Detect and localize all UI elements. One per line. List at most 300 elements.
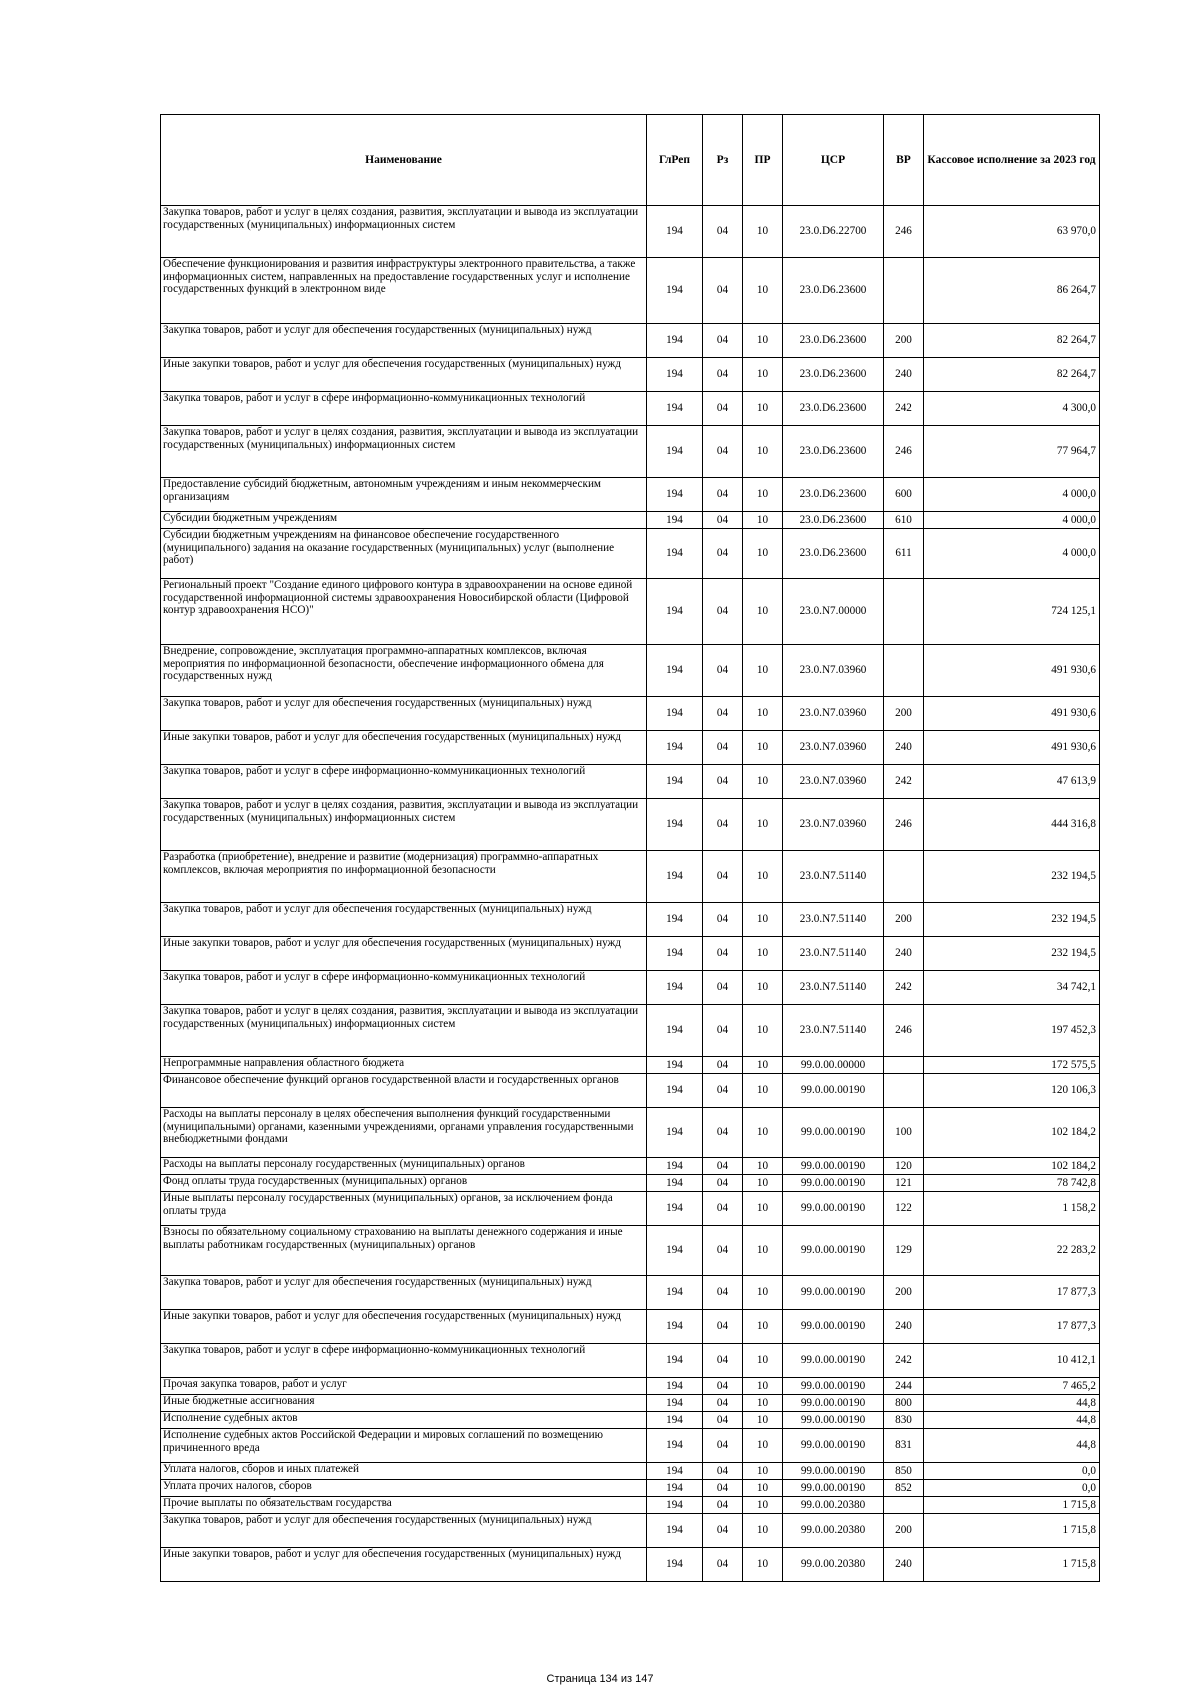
header-rz: Рз: [703, 115, 743, 206]
cell-name: Фонд оплаты труда государственных (муниципальных) органов: [161, 1175, 647, 1192]
page-number: Страница 134 из 147: [546, 1673, 654, 1685]
table-row: [161, 324, 1100, 358]
table-row: [161, 478, 1100, 512]
cell-rz: 04: [703, 1395, 743, 1412]
cell-pr: 10: [743, 1005, 783, 1057]
cell-pr: 10: [743, 799, 783, 851]
cell-amount: 78 742,8: [924, 1175, 1100, 1192]
cell-rz: 04: [703, 799, 743, 851]
cell-rz: 04: [703, 529, 743, 579]
table-row: [161, 799, 1100, 851]
cell-rz: 04: [703, 358, 743, 392]
cell-rz: 04: [703, 478, 743, 512]
cell-glrep: 194: [647, 1310, 703, 1344]
cell-amount: 724 125,1: [924, 579, 1100, 645]
cell-amount: 10 412,1: [924, 1344, 1100, 1378]
cell-pr: 10: [743, 1158, 783, 1175]
cell-name: Закупка товаров, работ и услуг в целях создания, развития, эксплуатации и вывода из эксплуатации государственных (муниципальных) информационных систем: [161, 1005, 647, 1057]
cell-rz: 04: [703, 1480, 743, 1497]
cell-csr: 99.0.00.20380: [783, 1514, 884, 1548]
cell-pr: 10: [743, 258, 783, 324]
cell-rz: 04: [703, 1412, 743, 1429]
cell-rz: 04: [703, 1226, 743, 1276]
cell-rz: 04: [703, 512, 743, 529]
cell-name: Закупка товаров, работ и услуг в сфере информационно-коммуникационных технологий: [161, 765, 647, 799]
cell-csr: 23.0.N7.03960: [783, 645, 884, 697]
table-row: [161, 937, 1100, 971]
cell-amount: 4 300,0: [924, 392, 1100, 426]
cell-rz: 04: [703, 1310, 743, 1344]
cell-name: Разработка (приобретение), внедрение и развитие (модернизация) программно-аппаратных комплексов, включая мероприятия по информационной безопасности: [161, 851, 647, 903]
cell-csr: 99.0.00.00190: [783, 1226, 884, 1276]
cell-pr: 10: [743, 392, 783, 426]
table-row: [161, 1310, 1100, 1344]
header-pr: ПР: [743, 115, 783, 206]
cell-csr: 23.0.N7.51140: [783, 1005, 884, 1057]
cell-rz: 04: [703, 1158, 743, 1175]
cell-name: Закупка товаров, работ и услуг в целях создания, развития, эксплуатации и вывода из эксплуатации государственных (муниципальных) информационных систем: [161, 206, 647, 258]
cell-amount: 22 283,2: [924, 1226, 1100, 1276]
table-row: [161, 1378, 1100, 1395]
cell-vr: 121: [884, 1175, 924, 1192]
cell-name: Иные закупки товаров, работ и услуг для обеспечения государственных (муниципальных) нужд: [161, 731, 647, 765]
cell-amount: 77 964,7: [924, 426, 1100, 478]
cell-vr: [884, 1497, 924, 1514]
cell-amount: 172 575,5: [924, 1057, 1100, 1074]
cell-glrep: 194: [647, 1192, 703, 1226]
cell-pr: 10: [743, 971, 783, 1005]
cell-amount: 4 000,0: [924, 512, 1100, 529]
cell-rz: 04: [703, 765, 743, 799]
cell-pr: 10: [743, 903, 783, 937]
cell-csr: 99.0.00.00190: [783, 1480, 884, 1497]
cell-glrep: 194: [647, 937, 703, 971]
cell-csr: 99.0.00.00190: [783, 1074, 884, 1108]
cell-amount: 491 930,6: [924, 697, 1100, 731]
cell-vr: 129: [884, 1226, 924, 1276]
cell-amount: 491 930,6: [924, 731, 1100, 765]
cell-glrep: 194: [647, 1514, 703, 1548]
cell-rz: 04: [703, 697, 743, 731]
cell-rz: 04: [703, 324, 743, 358]
cell-name: Закупка товаров, работ и услуг в сфере информационно-коммуникационных технологий: [161, 392, 647, 426]
cell-name: Закупка товаров, работ и услуг для обеспечения государственных (муниципальных) нужд: [161, 697, 647, 731]
cell-glrep: 194: [647, 1497, 703, 1514]
cell-glrep: 194: [647, 971, 703, 1005]
cell-glrep: 194: [647, 258, 703, 324]
cell-name: Закупка товаров, работ и услуг для обеспечения государственных (муниципальных) нужд: [161, 903, 647, 937]
table-row: [161, 1005, 1100, 1057]
cell-csr: 99.0.00.00190: [783, 1108, 884, 1158]
table-row: [161, 1158, 1100, 1175]
cell-csr: 23.0.N7.03960: [783, 697, 884, 731]
cell-glrep: 194: [647, 324, 703, 358]
cell-csr: 99.0.00.00190: [783, 1192, 884, 1226]
cell-glrep: 194: [647, 512, 703, 529]
cell-name: Закупка товаров, работ и услуг для обеспечения государственных (муниципальных) нужд: [161, 324, 647, 358]
cell-name: Прочая закупка товаров, работ и услуг: [161, 1378, 647, 1395]
table-row: [161, 529, 1100, 579]
cell-amount: 444 316,8: [924, 799, 1100, 851]
cell-csr: 23.0.N7.03960: [783, 799, 884, 851]
cell-pr: 10: [743, 206, 783, 258]
cell-pr: 10: [743, 697, 783, 731]
cell-csr: 99.0.00.00190: [783, 1175, 884, 1192]
table-row: [161, 1412, 1100, 1429]
cell-vr: 120: [884, 1158, 924, 1175]
cell-name: Субсидии бюджетным учреждениям на финансовое обеспечение государственного (муниципального) задания на оказание государственных (муниципальных) услуг (выполнение работ): [161, 529, 647, 579]
table-row: [161, 1175, 1100, 1192]
cell-vr: 246: [884, 426, 924, 478]
cell-csr: 23.0.D6.23600: [783, 512, 884, 529]
cell-glrep: 194: [647, 1344, 703, 1378]
cell-pr: 10: [743, 1463, 783, 1480]
budget-table: [160, 114, 1100, 1582]
cell-glrep: 194: [647, 1276, 703, 1310]
table-row: [161, 1276, 1100, 1310]
cell-amount: 4 000,0: [924, 478, 1100, 512]
cell-glrep: 194: [647, 1395, 703, 1412]
cell-csr: 23.0.D6.23600: [783, 324, 884, 358]
cell-vr: 200: [884, 697, 924, 731]
cell-vr: 200: [884, 324, 924, 358]
cell-vr: [884, 645, 924, 697]
cell-csr: 99.0.00.00190: [783, 1276, 884, 1310]
cell-amount: 44,8: [924, 1412, 1100, 1429]
cell-glrep: 194: [647, 1074, 703, 1108]
cell-csr: 23.0.N7.03960: [783, 765, 884, 799]
table-row: [161, 1514, 1100, 1548]
cell-amount: 102 184,2: [924, 1108, 1100, 1158]
cell-pr: 10: [743, 1175, 783, 1192]
cell-vr: 600: [884, 478, 924, 512]
cell-glrep: 194: [647, 903, 703, 937]
cell-rz: 04: [703, 1514, 743, 1548]
cell-rz: 04: [703, 851, 743, 903]
table-row: [161, 1497, 1100, 1514]
cell-name: Предоставление субсидий бюджетным, автономным учреждениям и иным некоммерческим организациям: [161, 478, 647, 512]
cell-vr: [884, 1074, 924, 1108]
cell-vr: 240: [884, 1548, 924, 1582]
table-row: [161, 697, 1100, 731]
table-row: [161, 579, 1100, 645]
cell-name: Субсидии бюджетным учреждениям: [161, 512, 647, 529]
cell-pr: 10: [743, 426, 783, 478]
cell-pr: 10: [743, 1395, 783, 1412]
cell-rz: 04: [703, 206, 743, 258]
cell-pr: 10: [743, 1344, 783, 1378]
cell-csr: 99.0.00.00190: [783, 1395, 884, 1412]
header-csr: ЦСР: [783, 115, 884, 206]
cell-vr: 831: [884, 1429, 924, 1463]
cell-name: Закупка товаров, работ и услуг в целях создания, развития, эксплуатации и вывода из эксплуатации государственных (муниципальных) информационных систем: [161, 799, 647, 851]
header-name: Наименование: [161, 115, 647, 206]
cell-glrep: 194: [647, 1226, 703, 1276]
cell-pr: 10: [743, 1226, 783, 1276]
table-body: [161, 206, 1100, 1582]
cell-vr: 800: [884, 1395, 924, 1412]
cell-vr: 200: [884, 1276, 924, 1310]
cell-vr: 240: [884, 358, 924, 392]
cell-name: Исполнение судебных актов: [161, 1412, 647, 1429]
cell-rz: 04: [703, 1276, 743, 1310]
cell-csr: 23.0.N7.51140: [783, 937, 884, 971]
cell-csr: 23.0.D6.23600: [783, 258, 884, 324]
cell-pr: 10: [743, 478, 783, 512]
cell-name: Непрограммные направления областного бюджета: [161, 1057, 647, 1074]
cell-vr: 240: [884, 731, 924, 765]
cell-amount: 120 106,3: [924, 1074, 1100, 1108]
cell-glrep: 194: [647, 1480, 703, 1497]
table-row: [161, 1057, 1100, 1074]
table-row: [161, 1192, 1100, 1226]
cell-rz: 04: [703, 937, 743, 971]
cell-glrep: 194: [647, 1463, 703, 1480]
cell-rz: 04: [703, 903, 743, 937]
cell-csr: 99.0.00.20380: [783, 1497, 884, 1514]
cell-name: Внедрение, сопровождение, эксплуатация программно-аппаратных комплексов, включая мероприятия по информационной безопасности, обеспечение информационного обмена для государственных нужд: [161, 645, 647, 697]
table-row: [161, 426, 1100, 478]
cell-rz: 04: [703, 258, 743, 324]
table-row: [161, 903, 1100, 937]
cell-pr: 10: [743, 1310, 783, 1344]
cell-amount: 197 452,3: [924, 1005, 1100, 1057]
cell-name: Расходы на выплаты персоналу в целях обеспечения выполнения функций государственными (муниципальными) органами, казенными учреждениями, органами управления государственными внебюджетными фондами: [161, 1108, 647, 1158]
cell-pr: 10: [743, 1057, 783, 1074]
cell-name: Закупка товаров, работ и услуг в сфере информационно-коммуникационных технологий: [161, 971, 647, 1005]
cell-vr: 240: [884, 937, 924, 971]
cell-pr: 10: [743, 851, 783, 903]
cell-rz: 04: [703, 1192, 743, 1226]
cell-csr: 23.0.N7.51140: [783, 851, 884, 903]
cell-name: Уплата налогов, сборов и иных платежей: [161, 1463, 647, 1480]
cell-rz: 04: [703, 645, 743, 697]
cell-glrep: 194: [647, 799, 703, 851]
table-row: [161, 1548, 1100, 1582]
cell-pr: 10: [743, 645, 783, 697]
cell-amount: 1 715,8: [924, 1514, 1100, 1548]
cell-pr: 10: [743, 1497, 783, 1514]
cell-rz: 04: [703, 1108, 743, 1158]
cell-amount: 1 715,8: [924, 1548, 1100, 1582]
cell-name: Иные выплаты персоналу государственных (муниципальных) органов, за исключением фонда оплаты труда: [161, 1192, 647, 1226]
cell-amount: 1 158,2: [924, 1192, 1100, 1226]
cell-csr: 23.0.N7.00000: [783, 579, 884, 645]
cell-glrep: 194: [647, 851, 703, 903]
cell-pr: 10: [743, 1378, 783, 1395]
cell-amount: 0,0: [924, 1480, 1100, 1497]
cell-rz: 04: [703, 1057, 743, 1074]
table-row: [161, 1395, 1100, 1412]
cell-csr: 99.0.00.00190: [783, 1412, 884, 1429]
cell-csr: 99.0.00.00190: [783, 1344, 884, 1378]
table-row: [161, 206, 1100, 258]
cell-rz: 04: [703, 1175, 743, 1192]
cell-name: Иные закупки товаров, работ и услуг для обеспечения государственных (муниципальных) нужд: [161, 937, 647, 971]
cell-pr: 10: [743, 512, 783, 529]
cell-vr: 242: [884, 765, 924, 799]
cell-rz: 04: [703, 1429, 743, 1463]
cell-pr: 10: [743, 1480, 783, 1497]
table-header-row: [161, 115, 1100, 206]
table-row: [161, 851, 1100, 903]
cell-glrep: 194: [647, 697, 703, 731]
cell-rz: 04: [703, 1074, 743, 1108]
table-row: [161, 1463, 1100, 1480]
cell-vr: 611: [884, 529, 924, 579]
cell-rz: 04: [703, 1463, 743, 1480]
cell-rz: 04: [703, 1344, 743, 1378]
cell-pr: 10: [743, 1108, 783, 1158]
cell-name: Закупка товаров, работ и услуг в целях создания, развития, эксплуатации и вывода из эксплуатации государственных (муниципальных) информационных систем: [161, 426, 647, 478]
cell-csr: 99.0.00.00190: [783, 1158, 884, 1175]
cell-name: Взносы по обязательному социальному страхованию на выплаты денежного содержания и иные выплаты работникам государственных (муниципальных) органов: [161, 1226, 647, 1276]
cell-csr: 23.0.D6.23600: [783, 426, 884, 478]
cell-vr: 852: [884, 1480, 924, 1497]
cell-name: Закупка товаров, работ и услуг в сфере информационно-коммуникационных технологий: [161, 1344, 647, 1378]
cell-vr: 830: [884, 1412, 924, 1429]
cell-vr: 610: [884, 512, 924, 529]
cell-name: Исполнение судебных актов Российской Федерации и мировых соглашений по возмещению причиненного вреда: [161, 1429, 647, 1463]
cell-pr: 10: [743, 1192, 783, 1226]
cell-name: Закупка товаров, работ и услуг для обеспечения государственных (муниципальных) нужд: [161, 1276, 647, 1310]
cell-vr: 200: [884, 1514, 924, 1548]
cell-csr: 23.0.D6.23600: [783, 478, 884, 512]
cell-vr: 122: [884, 1192, 924, 1226]
cell-vr: 246: [884, 799, 924, 851]
cell-csr: 23.0.D6.23600: [783, 358, 884, 392]
cell-rz: 04: [703, 392, 743, 426]
cell-csr: 23.0.D6.23600: [783, 392, 884, 426]
table-row: [161, 1480, 1100, 1497]
cell-name: Региональный проект "Создание единого цифрового контура в здравоохранении на основе единой государственной информационной системы здравоохранения Новосибирской области (Цифровой контур здравоохранения НСО)": [161, 579, 647, 645]
cell-vr: 240: [884, 1310, 924, 1344]
cell-glrep: 194: [647, 1158, 703, 1175]
cell-glrep: 194: [647, 1378, 703, 1395]
table-row: [161, 765, 1100, 799]
cell-amount: 17 877,3: [924, 1276, 1100, 1310]
table-row: [161, 512, 1100, 529]
cell-amount: 63 970,0: [924, 206, 1100, 258]
cell-amount: 34 742,1: [924, 971, 1100, 1005]
cell-csr: 23.0.D6.23600: [783, 529, 884, 579]
cell-vr: 242: [884, 392, 924, 426]
cell-name: Уплата прочих налогов, сборов: [161, 1480, 647, 1497]
cell-amount: 491 930,6: [924, 645, 1100, 697]
cell-csr: 99.0.00.00190: [783, 1463, 884, 1480]
cell-pr: 10: [743, 1412, 783, 1429]
table-row: [161, 1344, 1100, 1378]
cell-glrep: 194: [647, 358, 703, 392]
cell-glrep: 194: [647, 529, 703, 579]
cell-csr: 99.0.00.00190: [783, 1310, 884, 1344]
header-vr: ВР: [884, 115, 924, 206]
header-amount: Кассовое исполнение за 2023 год: [924, 115, 1100, 206]
cell-pr: 10: [743, 937, 783, 971]
cell-rz: 04: [703, 426, 743, 478]
table-row: [161, 258, 1100, 324]
table-row: [161, 1108, 1100, 1158]
cell-glrep: 194: [647, 645, 703, 697]
cell-amount: 232 194,5: [924, 903, 1100, 937]
cell-vr: 242: [884, 971, 924, 1005]
cell-vr: 244: [884, 1378, 924, 1395]
table-row: [161, 358, 1100, 392]
table-row: [161, 731, 1100, 765]
cell-vr: 246: [884, 1005, 924, 1057]
cell-csr: 99.0.00.20380: [783, 1548, 884, 1582]
cell-pr: 10: [743, 765, 783, 799]
cell-pr: 10: [743, 529, 783, 579]
cell-glrep: 194: [647, 1429, 703, 1463]
cell-pr: 10: [743, 1276, 783, 1310]
cell-vr: [884, 579, 924, 645]
cell-amount: 1 715,8: [924, 1497, 1100, 1514]
cell-pr: 10: [743, 324, 783, 358]
cell-glrep: 194: [647, 206, 703, 258]
cell-name: Финансовое обеспечение функций органов государственной власти и государственных органов: [161, 1074, 647, 1108]
cell-name: Закупка товаров, работ и услуг для обеспечения государственных (муниципальных) нужд: [161, 1514, 647, 1548]
cell-rz: 04: [703, 1378, 743, 1395]
cell-amount: 44,8: [924, 1395, 1100, 1412]
cell-pr: 10: [743, 731, 783, 765]
cell-amount: 4 000,0: [924, 529, 1100, 579]
cell-rz: 04: [703, 731, 743, 765]
table-row: [161, 1074, 1100, 1108]
cell-csr: 23.0.D6.22700: [783, 206, 884, 258]
cell-vr: 100: [884, 1108, 924, 1158]
cell-amount: 82 264,7: [924, 324, 1100, 358]
cell-name: Обеспечение функционирования и развития инфраструктуры электронного правительства, а также информационных систем, направленных на предоставление государственных услуг и исполнение государственных функций в электронном виде: [161, 258, 647, 324]
cell-glrep: 194: [647, 1108, 703, 1158]
cell-pr: 10: [743, 1548, 783, 1582]
cell-name: Расходы на выплаты персоналу государственных (муниципальных) органов: [161, 1158, 647, 1175]
cell-vr: [884, 1057, 924, 1074]
cell-csr: 23.0.N7.51140: [783, 903, 884, 937]
cell-glrep: 194: [647, 392, 703, 426]
table-row: [161, 392, 1100, 426]
table-row: [161, 1226, 1100, 1276]
cell-amount: 17 877,3: [924, 1310, 1100, 1344]
cell-glrep: 194: [647, 1412, 703, 1429]
cell-amount: 86 264,7: [924, 258, 1100, 324]
cell-csr: 99.0.00.00190: [783, 1378, 884, 1395]
cell-rz: 04: [703, 579, 743, 645]
table-row: [161, 971, 1100, 1005]
cell-glrep: 194: [647, 426, 703, 478]
cell-vr: [884, 851, 924, 903]
cell-amount: 47 613,9: [924, 765, 1100, 799]
cell-vr: [884, 258, 924, 324]
cell-amount: 232 194,5: [924, 851, 1100, 903]
cell-name: Иные закупки товаров, работ и услуг для обеспечения государственных (муниципальных) нужд: [161, 1548, 647, 1582]
cell-glrep: 194: [647, 1057, 703, 1074]
cell-glrep: 194: [647, 731, 703, 765]
cell-amount: 102 184,2: [924, 1158, 1100, 1175]
cell-rz: 04: [703, 971, 743, 1005]
cell-rz: 04: [703, 1497, 743, 1514]
cell-name: Иные закупки товаров, работ и услуг для обеспечения государственных (муниципальных) нужд: [161, 1310, 647, 1344]
cell-vr: 850: [884, 1463, 924, 1480]
cell-glrep: 194: [647, 1005, 703, 1057]
cell-pr: 10: [743, 358, 783, 392]
cell-amount: 82 264,7: [924, 358, 1100, 392]
cell-pr: 10: [743, 1514, 783, 1548]
cell-name: Иные закупки товаров, работ и услуг для обеспечения государственных (муниципальных) нужд: [161, 358, 647, 392]
cell-glrep: 194: [647, 1548, 703, 1582]
cell-pr: 10: [743, 1429, 783, 1463]
cell-glrep: 194: [647, 1175, 703, 1192]
